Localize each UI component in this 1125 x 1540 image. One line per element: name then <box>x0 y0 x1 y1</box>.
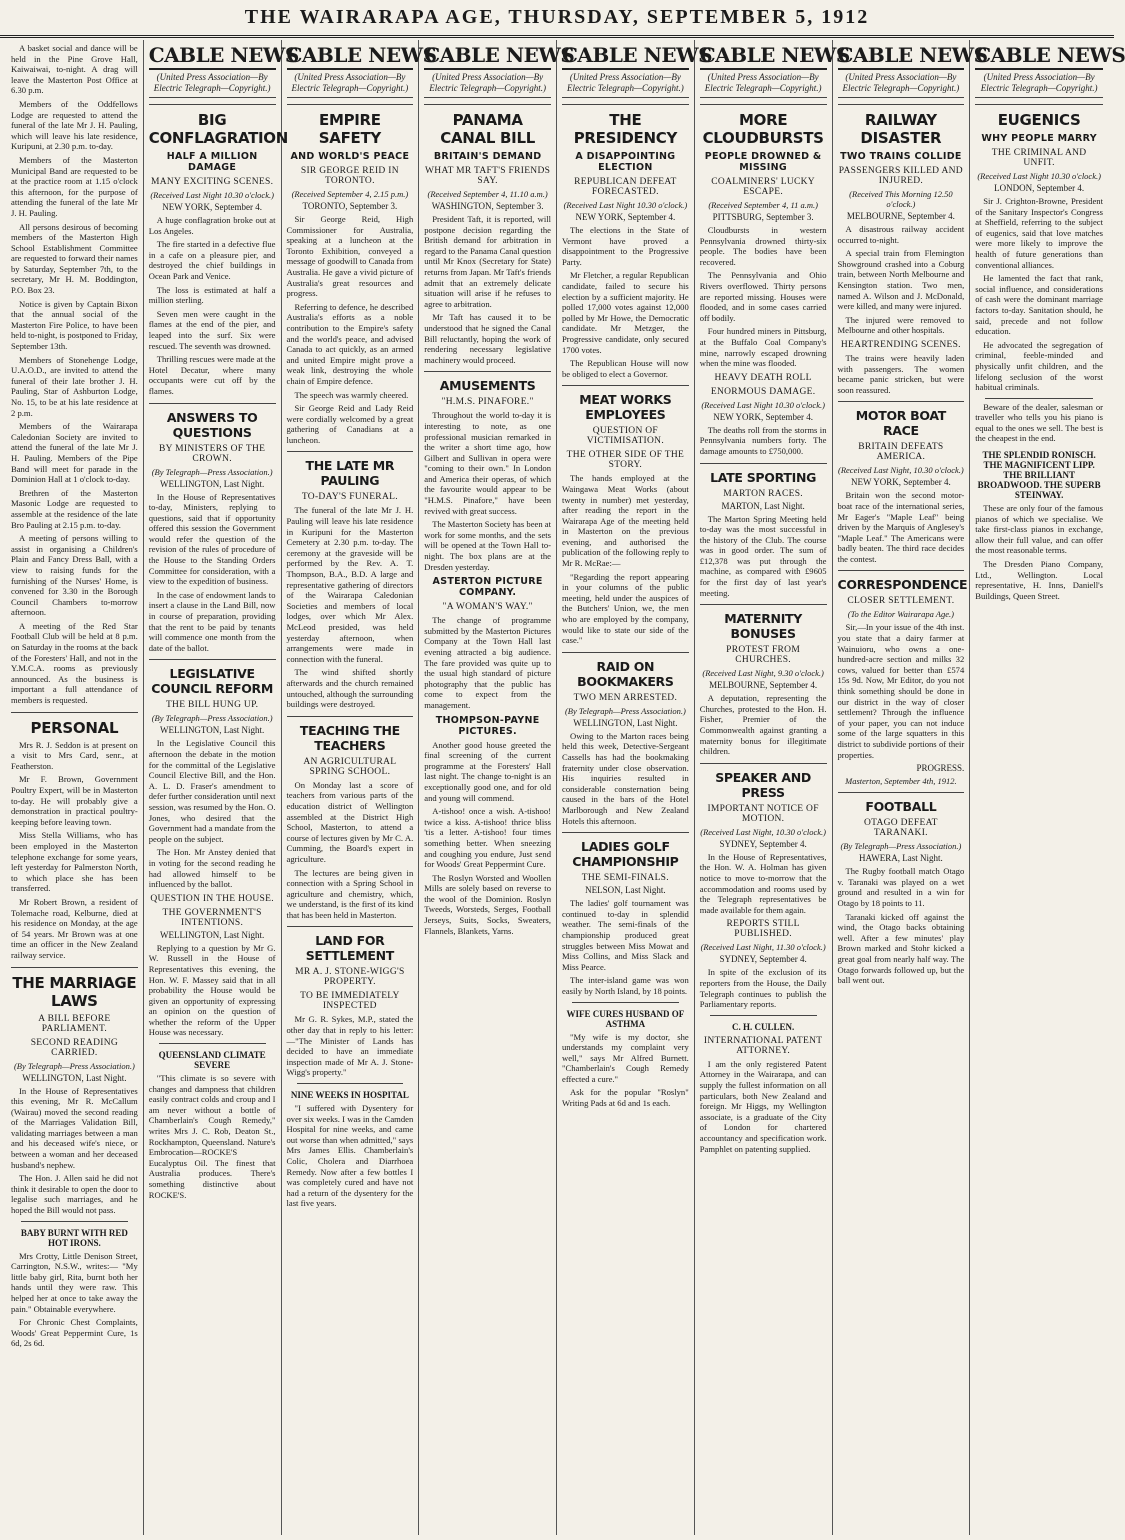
article-body <box>700 514 827 599</box>
paragraph: He advocated the segregation of criminal, feeble-minded and physically unfit children, and the lifelong seclusion of the worst habitual criminals. <box>975 339 1103 393</box>
article-body <box>562 731 689 826</box>
cable-news-header: CABLE NEWS <box>700 40 827 70</box>
article-subhead: TO BE IMMEDIATELY INSPECTED <box>300 991 400 1012</box>
advert-body <box>11 1251 138 1349</box>
article-body <box>700 693 827 757</box>
article-headline: THE PRESIDENCY <box>562 104 689 147</box>
advert-body <box>700 1059 827 1154</box>
article-source: (By Telegraph—Press Association.) <box>13 1060 135 1071</box>
article-subhead: THE SEMI-FINALS. <box>581 873 669 884</box>
personal-item: Mr F. Brown, Government Poultry Expert, will be in Masterton to-day. He will probably give a demonstration in practical poultry-keeping before leaving town. <box>11 774 138 827</box>
notice: Members of the Oddfellows Lodge are requested to attend the funeral of the late Mr J. H. Pauling, which will leave his late residence, Kuripuni, at 2.30 p.m. to-day. <box>11 98 138 152</box>
paragraph: Four hundred miners in Pittsburg, at the Buffalo Coal Company's mine, narrowly escaped drowning when the mine was flooded. <box>699 326 827 369</box>
paragraph: Mr Taft has caused it to be understood that he signed the Canal Bill reluctantly, hoping the work of rendering necessary legislative machinery would proceed. <box>424 312 551 365</box>
divider <box>159 1043 266 1044</box>
article-subhead: MR A. J. STONE-WIGG'S PROPERTY. <box>295 967 405 988</box>
notice: Members of the Wairarapa Caledonian Society are invited to attend the funeral of the late Mr J. H. Pauling. Members of the Pipe Band will meet for parade in the Dominion Hall at 1 o'clock to-day. <box>11 421 138 485</box>
paragraph: The lectures are being given in connection with a Spring School in agriculture and chemistry, which, we understand, is the first of its kind that has been held in Masterton. <box>286 867 414 920</box>
article-body <box>700 425 827 457</box>
article-dateline: NEW YORK, September 4. <box>713 411 813 422</box>
paragraph: The fire started in a defective flue in a cafe on a pleasure pier, and destroyed the chief buildings in Ocean Park and Venice. <box>148 239 276 281</box>
paragraph: The wind shifted shortly afterwards and the church remained untouched, although the surrounding buildings were destroyed. <box>286 667 414 710</box>
paragraph: Throughout the world to-day it is interesting to note, as one professional musician remarked in the writer a short time ago, how Gilbert and Sullivan in opera were "coming to their own." In London and America their operas, of which the favourite would appear to be "H.M.S. Pinafore," have been revived with great success. <box>424 410 551 516</box>
paragraph: Replying to a question by Mr G. W. Russell in the House of Representatives this evening, the Hon. W. F. Massey said that in all probability the House would be given an opportunity of expressing an opinion on the question of whether the reform of the Upper House was necessary. <box>148 942 276 1038</box>
column-7 <box>833 40 988 1535</box>
cable-news-credit: (United Press Association—By Electric Telegraph—Copyright.) <box>562 70 689 98</box>
article-dateline: NELSON, Last Night. <box>585 885 666 896</box>
paragraph: The funeral of the late Mr J. H. Pauling will leave his late residence in Kuripuni for the Masterton Cemetery at 2.30 p.m. to-day. The ceremony at the graveside will be performed by the Rev. A. T. Thompson, B.A., B.D. A large and representative gathering of directors of the Wairarapa Caledonian Societies and members of local lodges, over which Mr Alex. McLeod presided, was held yesterday afternoon, when arrangements were made in connection with the funeral. <box>286 505 414 664</box>
article-subhead: THE GOVERNMENT'S INTENTIONS. <box>162 907 262 928</box>
article-body <box>975 196 1103 393</box>
column-3 <box>282 40 437 1535</box>
article-subhead: THE CRIMINAL AND UNFIT. <box>991 148 1087 168</box>
article-headline: LATE SPORTING <box>700 463 827 485</box>
paragraph: Mr G. R. Sykes, M.P., stated the other day that in reply to his letter:—"The Minister of Lands has decided to have an immediate inspection made of Mr A. J. Stone-Wigg's property." <box>286 1014 414 1078</box>
article-headline: ANSWERS TO QUESTIONS <box>149 403 276 440</box>
article-dateline: WELLINGTON, Last Night. <box>573 717 678 728</box>
article-body <box>149 738 276 889</box>
article-body <box>287 1014 414 1078</box>
article-subhead: AN AGRICULTURAL SPRING SCHOOL. <box>303 756 397 777</box>
article-received: (Received This Morning 12.50 o'clock.) <box>849 189 953 209</box>
paragraph: I am the only registered Patent Attorney in the Wairarapa, and can supply the fullest information on all particulars, both New Zealand and foreign. Mr Higgs, my Wellington associate, is a graduate of the City of London for chartered accountancy and specification work. Pamphlet on patenting supplied. <box>699 1058 827 1154</box>
paragraph: Another good house greeted the final screening of the current programme at the Foresters' Hall last night. The change to-night is an exceptionally good one, and for old and young will commend. <box>424 739 551 803</box>
article-body <box>149 943 276 1038</box>
advert-headline: C. H. CULLEN. <box>731 1021 795 1032</box>
article-received: (Received Last Night 10.30 o'clock.) <box>977 171 1101 181</box>
article-subhead: COALMINERS' LUCKY ESCAPE. <box>711 177 815 197</box>
cable-news-header: CABLE NEWS <box>975 40 1103 70</box>
article-subhead: TWO MEN ARRESTED. <box>573 692 678 703</box>
paragraph: The Dresden Piano Company, Ltd., Wellington. Local representative, H. Inns, Daniell's Buildings, Queen Street. <box>975 559 1103 601</box>
advert-headline: WIFE CURES HUSBAND OF ASTHMA <box>566 1008 685 1029</box>
paragraph: Cloudbursts in western Pennsylvania drowned thirty-six people. The bodies have been recovered. <box>699 225 827 267</box>
article-headline: THE LATE MR PAULING <box>287 451 414 488</box>
article-received: (Received Last Night 10.30 o'clock.) <box>701 399 825 410</box>
article-body <box>287 505 414 709</box>
article-received: (Received Last Night, 10.30 o'clock.) <box>838 465 964 476</box>
article-headline: LAND FOR SETTLEMENT <box>287 926 414 963</box>
article-dateline: HAWERA, Last Night. <box>858 853 943 864</box>
article-subhead: "H.M.S. PINAFORE." <box>441 397 534 408</box>
article-body <box>838 490 965 564</box>
paragraph: Referring to defence, he described Australia's efforts as a noble contribution to the Empire's safety and the world's peace, and advised Canada to act quickly, as an armed and united Empire might prove a weak link, destroying the whole chain of Empire defence. <box>286 301 414 386</box>
letter-signature: PROGRESS. <box>916 763 965 774</box>
article-dateline: SYDNEY, September 4. <box>719 954 807 965</box>
cable-news-header: CABLE NEWS <box>149 40 276 70</box>
article-body <box>562 225 689 379</box>
notice: Members of Stonehenge Lodge, U.A.O.D., are invited to attend the funeral of their late brother J. H. Pauling, Star of Ashburton Lodge, No. 15, to be at his late residence at 2 p.m. <box>11 354 138 418</box>
personal-item: Mrs R. J. Seddon is at present on a visit to Mrs Card, senr., at Featherston. <box>11 739 138 771</box>
article-headline: SPEAKER AND PRESS <box>700 763 827 800</box>
article-headline: RAILWAY DISASTER <box>838 104 965 147</box>
article-source: (By Telegraph—Press Association.) <box>151 466 273 477</box>
article-dateline: WELLINGTON, Last Night. <box>159 929 265 940</box>
article-dateline: SYDNEY, September 4. <box>719 838 807 849</box>
notice: Brethren of the Masterton Masonic Lodge are requested to assemble at the residence of the late Bro Pauling at 2.15 p.m. to-day. <box>11 487 138 530</box>
section-heading-personal: PERSONAL <box>11 712 138 737</box>
notice: All persons desirous of becoming members of the Masterton High School Establishment Committee are requested to forward their names by Saturday, September 7th, to the secretary, Mr H. M. Boddington, P.O. Box 23. <box>11 221 138 296</box>
paragraph: The change of programme submitted by the Masterton Pictures Company at the Town Hall last evening attracted a big audience. The fare provided was quite up to the usual high standard of picture photography that the public has come to expect from the management. <box>424 615 551 710</box>
notice: A meeting of the Red Star Football Club will be held at 8 p.m. on Saturday in the rooms at the back of the Foresters' Hall, and not in the Y.M.C.A. rooms as previously announced. As the business is important a full attendance of members is requested. <box>11 620 138 706</box>
article-dateline: NEW YORK, September 4. <box>851 477 951 488</box>
article-headline: PANAMA CANAL BILL <box>424 104 551 147</box>
divider <box>297 1083 404 1084</box>
article-subhead: (To the Editor Wairarapa Age.) <box>847 609 954 620</box>
article-body <box>700 225 827 369</box>
paragraph: Thrilling rescues were made at the Hotel Decatur, where many occupants were cut off by the flames. <box>148 354 276 396</box>
advert-headline: NINE WEEKS IN HOSPITAL <box>290 1090 409 1101</box>
article-received: (Received September 4, 11.10 a.m.) <box>427 189 548 199</box>
paragraph: Sir George Reid, High Commissioner for Australia, speaking at a luncheon at the Toronto Exhibition, conveyed a message of goodwill to Canada from Australia. He gave a vivid picture of Australia's great resources and progress. <box>286 214 414 299</box>
article-headline: LEGISLATIVE COUNCIL REFORM <box>149 659 276 696</box>
article-headline: FOOTBALL <box>838 792 965 814</box>
article-source: (By Telegraph—Press Association.) <box>840 841 962 852</box>
advert-body <box>562 1032 689 1109</box>
article-subhead: WHAT MR TAFT'S FRIENDS SAY. <box>425 166 551 186</box>
paragraph: The Roslyn Worsted and Woollen Mills are solely based on reverse to the wool of the Dominion. Roslyn Tweeds, Worsteds, Serges, Football Jerseys, Suits, Socks, Sweaters, Flannels, Blankets, Yarns. <box>424 872 551 936</box>
paragraph: The trains were heavily laden with passengers. The women became panic stricken, but were soon reassured. <box>837 352 965 395</box>
article-dateline: MARTON, Last Night. <box>721 500 805 511</box>
paragraph: The injured were removed to Melbourne and other hospitals. <box>837 314 965 336</box>
cable-news-credit: (United Press Association—By Electric Telegraph—Copyright.) <box>700 70 827 98</box>
paragraph: President Taft, it is reported, will postpone decision regarding the British demand for arbitration in regard to the Panama Canal question until Mr Knox (Secretary for State) returns from Japan. Mr Taft's friends admit that an extremely delicate situation will arise if he refuses to agree to arbitration. <box>424 214 551 309</box>
cable-news-credit: (United Press Association—By Electric Telegraph—Copyright.) <box>424 70 551 98</box>
paragraph: In the House of Representatives this evening, Mr R. McCallum (Wairau) moved the second reading of the Marriages Validation Bill, validating marriages between a man and his deceased wife's niece, or between a woman and her deceased husband's nephew. <box>11 1085 138 1170</box>
notice: Notice is given by Captain Bixon that the annual social of the Masterton Fire Police, to have been held to-night, is postponed to Friday, September 13th. <box>11 298 138 352</box>
article-subhead: TWO TRAINS COLLIDE <box>840 151 962 162</box>
cable-news-header: CABLE NEWS <box>287 40 414 70</box>
newspaper-columns <box>6 40 1125 1535</box>
cable-news-credit: (United Press Association—By Electric Telegraph—Copyright.) <box>287 70 414 98</box>
article-body <box>838 224 965 336</box>
article-dateline: MELBOURNE, September 4. <box>846 211 955 221</box>
column-1 <box>6 40 144 1535</box>
paragraph: In the House of Representatives, the Hon. W. A. Holman has given notice to move to-morrow that the accommodation and rooms used by the Telegraph representatives be made available for them again. <box>699 851 827 915</box>
paragraph: Britain won the second motor-boat race of the international series, Mr Eager's "Maple Leaf" being driven by the Marquis of Anglesey's "Maple Leaf." The Americans were badly beaten. The third race decides the contest. <box>837 490 965 564</box>
article-subhead: MARTON RACES. <box>723 488 803 499</box>
article-headline: THE MARRIAGE LAWS <box>11 967 138 1010</box>
paragraph: A special train from Flemington Showground crashed into a Coburg train, between North Melbourne and Kensington station. Two men, named A. Wilson and J. McDonald, were killed, and many were injured. <box>837 248 965 312</box>
article-received: (Received September 4, 11 a.m.) <box>708 200 818 210</box>
article-subhead: QUESTION IN THE HOUSE. <box>150 893 274 904</box>
paragraph: A disastrous railway accident occurred to-night. <box>837 224 965 245</box>
personal-item: Mr Robert Brown, a resident of Tolemache road, Kelburne, died at his residence on Monday, at the age of 54 years. Mr Brown was at one time an officer in the New Zealand railway service. <box>11 896 138 960</box>
masthead-title: THE WAIRARAPA AGE, THURSDAY, SEPTEMBER 5, 1912 <box>244 6 870 28</box>
paragraph: In the Legislative Council this afternoon the debate in the motion for the committal of the Legislative Council Elective Bill, and the Hon. A. L. D. Fraser's amendment to defer further consideration until next session, was resumed by the Hon. O. Jones, who desired that the Government had a mandate from the people on the subject. <box>148 738 276 844</box>
article-body <box>562 898 689 996</box>
masthead <box>0 0 1114 38</box>
article-headline: LADIES GOLF CHAMPIONSHIP <box>562 832 689 869</box>
paragraph: The ladies' golf tournament was continued to-day in splendid weather. The semi-finals of the championship produced great struggles between Miss Mowat and Miss Collins, and Miss Slack and Miss Pearce. <box>562 898 689 972</box>
notice: Members of the Masterton Municipal Band are requested to be at the practice room at 1.15 o'clock this afternoon, for the purpose of attending the funeral of the late Mr J. H. Pauling. <box>11 154 138 218</box>
notice: A meeting of persons willing to assist in organising a Children's Plain and Fancy Dress Ball, with a view to raising funds for the furnishing of the Nurses' Home, is convened for 3.30 in the Borough Council Chambers to-morrow afternoon. <box>11 533 138 618</box>
article-headline: MATERNITY BONUSES <box>700 604 827 641</box>
article-subhead: BRITAIN'S DEMAND <box>433 151 542 162</box>
article-received: (Received Last Night 10.30 o'clock.) <box>563 200 688 210</box>
paragraph: The speech was warmly cheered. <box>294 389 409 400</box>
article-dateline: NEW YORK, September 4. <box>162 202 262 212</box>
article-subhead: "A WOMAN'S WAY." <box>442 602 533 613</box>
paragraph: Ask for the popular "Roslyn" Writing Pads at 6d and 1s each. <box>562 1087 689 1109</box>
article-headline: EMPIRE SAFETY <box>287 104 414 147</box>
article-source: (By Telegraph—Press Association.) <box>151 713 273 724</box>
article-dateline: WELLINGTON, Last Night. <box>159 478 265 489</box>
article-headline: MORE CLOUDBURSTS <box>700 104 827 147</box>
paragraph: The elections in the State of Vermont have proved a disappointment to the Progressive Party. <box>562 225 689 267</box>
personal-items <box>11 740 138 961</box>
article-received: (Received September 4, 2.15 p.m.) <box>291 189 409 199</box>
column-8 <box>970 40 1125 1535</box>
paragraph: In spite of the exclusion of its reporters from the House, the Daily Telegraph continues to publish the Parliamentary reports. <box>699 967 827 1010</box>
article-subhead: ASTERTON PICTURE COMPANY. <box>432 576 543 599</box>
article-headline: EUGENICS <box>975 104 1103 129</box>
paragraph: The Republican House will now be obliged to elect a Governor. <box>562 358 689 379</box>
article-headline: AMUSEMENTS <box>424 371 551 393</box>
article-dateline: WELLINGTON, Last Night. <box>159 725 265 736</box>
article-subhead: CLOSER SETTLEMENT. <box>847 596 955 607</box>
letter-date: Masterton, September 4th, 1912. <box>845 776 957 787</box>
paragraph: In the case of endowment lands to insert a clause in the Land Bill, now in course of preparation, providing that the rent to be paid by tenants will commence one month from the date of the ballot. <box>148 589 276 653</box>
article-subhead: OTAGO DEFEAT TARANAKI. <box>863 818 938 839</box>
article-dateline: WASHINGTON, September 3. <box>431 201 544 211</box>
divider <box>710 1015 817 1016</box>
article-subhead: PROTEST FROM CHURCHES. <box>726 645 801 666</box>
article-dateline: MELBOURNE, September 4. <box>709 680 818 691</box>
article-dateline: WELLINGTON, Last Night. <box>22 1072 127 1083</box>
article-received: (Received Last Night, 10.30 o'clock.) <box>700 826 826 837</box>
article-subhead: A BILL BEFORE PARLIAMENT. <box>38 1013 111 1034</box>
article-received: (Received Last Night 10.30 o'clock.) <box>150 190 274 200</box>
cable-news-credit: (United Press Association—By Electric Telegraph—Copyright.) <box>838 70 965 98</box>
article-body <box>700 967 827 1009</box>
article-body <box>11 1086 138 1216</box>
article-subhead: REPUBLICAN DEFEAT FORECASTED. <box>574 177 677 197</box>
paragraph: "My wife is my doctor, she understands my complaint very well," says Mr Alfred Burnett. "Chamberlain's Cough Remedy effected a cure." <box>562 1031 689 1084</box>
paragraph: These are only four of the famous pianos of which we specialise. We take first-class pianos in exchange, allow their full value, and can offer the most reasonable terms. <box>975 503 1103 556</box>
paragraph: The Hon. J. Allen said he did not think it desirable to open the door to legalise such marriages, and he hoped the Bill would not pass. <box>11 1173 138 1216</box>
paragraph: The deaths roll from the storms in Pennsylvania numbers forty. The damage amounts to £750,000. <box>699 424 827 456</box>
article-dateline: TORONTO, September 3. <box>302 201 398 211</box>
article-subhead: QUESTION OF VICTIMISATION. <box>586 426 665 447</box>
article-headline: CORRESPONDENCE <box>838 570 965 592</box>
paragraph: In the House of Representatives to-day, Ministers, replying to questions, said that if opportunity offered this session the Government would refer the question of the revision of the rules of procedure of the House to the Standing Orders Committee for consideration, with a view to the expedition of business. <box>148 491 276 587</box>
advert-headline: BABY BURNT WITH RED HOT IRONS. <box>20 1227 128 1248</box>
notice: A basket social and dance will be held in the Pine Grove Hall, Kaiwaiwai, to-night. A drag will leave the Masterton Post Office at 6.30 p.m. <box>11 43 138 96</box>
paragraph: Sir J. Crighton-Browne, President of the Sanitary Inspector's Congress at Sheffield, referring to the subject of eugenics, said that love matches were more likely to improve the health of future generations than conventional alliances. <box>975 196 1103 270</box>
article-body <box>424 410 551 572</box>
article-subhead: HEARTRENDING SCENES. <box>840 339 961 350</box>
advert-body <box>975 503 1103 601</box>
article-subhead: THOMPSON-PAYNE PICTURES. <box>435 714 540 737</box>
cable-news-credit: (United Press Association—By Electric Telegraph—Copyright.) <box>149 70 276 98</box>
cable-news-credit: (United Press Association—By Electric Telegraph—Copyright.) <box>975 70 1103 98</box>
column-4 <box>419 40 575 1535</box>
article-subhead: TO-DAY'S FUNERAL. <box>301 492 398 503</box>
article-subhead: MANY EXCITING SCENES. <box>150 177 274 187</box>
article-subhead: ENORMOUS DAMAGE. <box>710 386 816 397</box>
advert-body <box>287 1103 414 1209</box>
paragraph: For Chronic Chest Complaints, Woods' Great Peppermint Cure, 1s 6d, 2s 6d. <box>11 1317 138 1349</box>
advert-body <box>149 1073 276 1200</box>
paragraph: Mr Fletcher, a regular Republican candidate, failed to secure his election by a sufficient majority. He polled 17,000 votes against 12,000 polled by Mr Howe, the Democratic candidate. Mr Metzger, the Progressive candidate, only secured 1700 votes. <box>562 270 689 355</box>
article-subhead: A DISAPPOINTING ELECTION <box>575 151 676 173</box>
article-body <box>149 215 276 397</box>
cable-news-header: CABLE NEWS <box>562 40 689 70</box>
advert-headline: QUEENSLAND CLIMATE SEVERE <box>158 1050 266 1071</box>
paragraph: A deputation, representing the Churches, protested to the Hon. H. Fisher, Premier of the Commonwealth against granting a maternity bonus for illegitimate children. <box>699 693 827 757</box>
divider <box>21 1221 128 1222</box>
article-body <box>287 214 414 445</box>
article-subhead: THE BILL HUNG UP. <box>165 700 259 711</box>
article-body <box>838 866 965 986</box>
article-body <box>424 615 551 710</box>
article-body <box>424 740 551 937</box>
advert-body <box>975 402 1103 444</box>
paragraph: The hands employed at the Waingawa Meat Works (about twenty in number) met yesterday, after reading the report in the Wairarapa Age of the meeting held in Masterton on the previous evening, and authorised the publication of the following reply to Mr R. McRae:— <box>562 473 689 569</box>
article-headline: BIG CONFLAGRATION <box>149 104 276 147</box>
paragraph: Beware of the dealer, salesman or traveller who tells you his piano is equal to the ones we sell. The best is the cheapest in the end. <box>975 401 1103 444</box>
article-subhead: SECOND READING CARRIED. <box>30 1037 119 1058</box>
paragraph: The Rugby football match Otago v. Taranaki was played on a wet ground and resulted in a win for Otago by 18 points to 11. <box>837 866 965 908</box>
paragraph: Owing to the Marton races being held this week, Detective-Sergeant Cassells has had the bookmaking fraternity under close observation. His inquiries resulted in considerable consternation being caused in the bars of the Hotel Marlborough and New Zealand Hotels this afternoon. <box>562 730 689 826</box>
column-2 <box>144 40 299 1535</box>
article-body <box>287 780 414 921</box>
paragraph: Sir George Reid and Lady Reid were cordially welcomed by a great gathering of Canadians at a luncheon. <box>286 403 414 445</box>
article-body <box>149 492 276 654</box>
divider <box>985 398 1093 399</box>
article-headline: MOTOR BOAT RACE <box>838 401 965 438</box>
article-subhead: HEAVY DEATH ROLL <box>714 372 812 383</box>
article-subhead: IMPORTANT NOTICE OF MOTION. <box>707 803 819 824</box>
article-dateline: PITTSBURG, September 3. <box>712 212 814 222</box>
paragraph: The Hon. Mr Anstey denied that in voting for the second reading he had allowed himself to be influenced by the ballot. <box>148 847 276 890</box>
article-headline: MEAT WORKS EMPLOYEES <box>562 385 689 422</box>
article-subhead: THE OTHER SIDE OF THE STORY. <box>566 450 685 471</box>
article-headline: RAID ON BOOKMAKERS <box>562 652 689 689</box>
article-body <box>700 852 827 916</box>
article-received: (Received Last Night, 9.30 o'clock.) <box>702 668 824 679</box>
paragraph: The Pennsylvania and Ohio Rivers overflowed. Thirty persons are reported missing. Houses were flooded, and in some cases carried off bodily. <box>699 270 827 323</box>
article-subhead: REPORTS STILL PUBLISHED. <box>726 919 800 940</box>
paragraph: "Regarding the report appearing in your columns of the public meeting, held under the auspices of the Butchers' Union, we, the men who are employed by the company, would like to state our side of the case." <box>562 571 689 646</box>
article-subhead: BRITAIN DEFEATS AMERICA. <box>858 442 944 463</box>
article-source: (By Telegraph—Press Association.) <box>564 705 686 716</box>
paragraph: "This climate is so severe with changes and dampness that children easily contract colds and croup and I am never without a bottle of Chamberlain's Cough Remedy," writes Mrs J. C. Rob, Deaton St., Rockhampton, Queensland. Nature's Embrocation—ROCKE'S Eucalyptus Oil. The finest that Australia produces. There's something distinctive about ROCKE'S. <box>148 1073 276 1200</box>
column-6 <box>695 40 850 1535</box>
paragraph: Sir,—In your issue of the 4th inst. you state that a dairy farmer at Wainuioru, who owns a one-hundred-acre section and milks 32 cows, valued for better than £574 15s 9d. Now, Mr Editor, do you not think something should be done in our district in the way of closer settlement? Through the influence of your paper, you can not induce some of the large squatters in this district to subdivide portions of their properties. <box>837 622 965 760</box>
advert-headline: THE SPLENDID RONISCH. THE MAGNIFICENT LIPP. THE BRILLIANT BROADWOOD. THE SUPERB STEINWAY. <box>977 450 1101 501</box>
article-subhead: BY MINISTERS OF THE CROWN. <box>158 443 266 464</box>
paragraph: A huge conflagration broke out at Los Angeles. <box>148 215 276 236</box>
paragraph: On Monday last a score of teachers from various parts of the education district of Wellington assembled at the District High School, Masterton, to attend a course of lectures given by Mr C. A. Cumming, the Board's expert in agriculture. <box>286 779 414 864</box>
article-body <box>838 353 965 395</box>
paragraph: The loss is estimated at half a million sterling. <box>148 284 276 306</box>
paragraph: A-tishoo! once a wish. A-tishoo! twice a kiss. A-tishoo! thrice bliss 'tis a letter. A-tishoo! four times something better. When sneezing and coughing you endure, Just send for Woods' Great Peppermint Cure. <box>424 806 551 870</box>
paragraph: Taranaki kicked off against the wind, the Otago backs obtaining well. After a few minutes' play Brown marked and Stohr kicked a great goal from nearly half way. The Otago forwards followed up, but the ball went out. <box>837 911 965 986</box>
paragraph: The Masterton Society has been at work for some months, and the sets will be opened at the Town Hall to-night. The box plans are at the Dresden yesterday. <box>424 519 551 572</box>
article-body <box>562 473 689 646</box>
paragraph: The inter-island game was won easily by North Island, by 18 points. <box>562 975 689 996</box>
article-body <box>424 214 551 365</box>
local-notices <box>11 43 138 706</box>
advert-subhead: INTERNATIONAL PATENT ATTORNEY. <box>703 1035 823 1056</box>
article-body <box>838 622 965 760</box>
article-dateline: LONDON, September 4. <box>994 183 1085 193</box>
cable-news-header: CABLE NEWS <box>424 40 551 70</box>
article-subhead: PASSENGERS KILLED AND INJURED. <box>838 166 963 186</box>
paragraph: "I suffered with Dysentery for over six weeks. I was in the Camden Hospital for nine weeks, and came out worse than when admitted," says Mrs James Ellis. Chamberlain's Colic, Cholera and Diarrhoea Remedy. Now after a few bottles I was completely cured and have not had a return of the dysentery for the last five years. <box>286 1103 414 1209</box>
cable-news-header: CABLE NEWS <box>838 40 965 70</box>
paragraph: Mrs Crotty, Little Denison Street, Carrington, N.S.W., writes:— "My little baby girl, Rita, burnt both her hands until they were raw. This helped her at once to take away the pain." Obtainable everywhere. <box>11 1250 138 1314</box>
article-subhead: HALF A MILLION DAMAGE <box>166 151 258 173</box>
paragraph: Seven men were caught in the flames at the end of the pier, and leaped into the surf. Six were rescued. The seventh was drowned. <box>148 308 276 351</box>
article-subhead: PEOPLE DROWNED & MISSING <box>704 151 822 173</box>
paragraph: He lamented the fact that rank, social influence, and considerations of cash were the dominant marriage factors to-day. Sanitation should, he said, precede and not follow education. <box>975 273 1103 337</box>
column-5 <box>557 40 713 1535</box>
paragraph: The Marton Spring Meeting held to-day was the most successful in the history of the Club. The course was in good order. The sum of £12,378 was put through the machine, as compared with £9605 for the first day of last year's meeting. <box>699 513 827 598</box>
article-subhead: AND WORLD'S PEACE <box>290 151 410 162</box>
article-received: (Received Last Night, 11.30 o'clock.) <box>700 942 826 953</box>
personal-item: Miss Stella Williams, who has been employed in the Masterton telephone exchange for some years, left yesterday for Palmerston North, to which place she has been transferred. <box>11 830 138 894</box>
article-subhead: SIR GEORGE REID IN TORONTO. <box>300 166 399 186</box>
article-subhead: WHY PEOPLE MARRY <box>981 133 1097 144</box>
divider <box>572 1002 679 1003</box>
article-dateline: NEW YORK, September 4. <box>575 212 676 222</box>
article-headline: TEACHING THE TEACHERS <box>287 716 414 753</box>
